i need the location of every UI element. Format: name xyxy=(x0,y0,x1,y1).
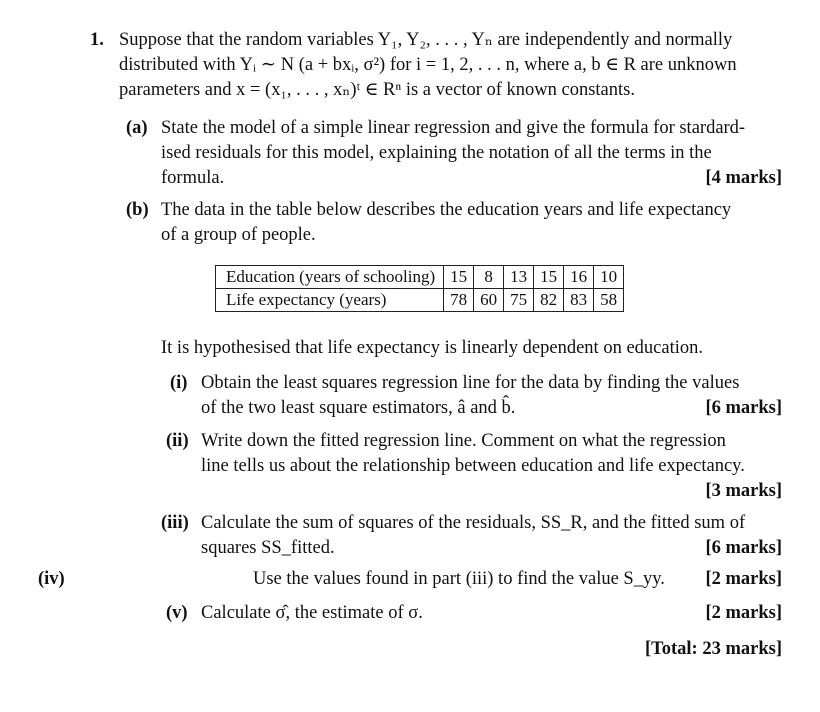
sub-iii-label: (iii) xyxy=(161,513,189,533)
sub-v-marks: [2 marks] xyxy=(705,603,782,623)
hypothesis-text: It is hypothesised that life expectancy is linearly dependent on education. xyxy=(161,338,703,358)
sub-iv-marks: [2 marks] xyxy=(705,569,782,589)
table-cell: 58 xyxy=(594,289,624,312)
sub-ii-marks: [3 marks] xyxy=(705,481,782,501)
table-cell: 13 xyxy=(504,266,534,289)
table-cell: 82 xyxy=(534,289,564,312)
sub-i-line-2: of the two least square estimators, â and b̂. xyxy=(201,398,516,418)
question-number: 1. xyxy=(90,30,104,50)
intro-line-3: parameters and x = (x₁, . . . , xₙ)ᵗ ∈ Rⁿ is a vector of known constants. xyxy=(119,80,635,100)
table-cell: 15 xyxy=(534,266,564,289)
part-a-label: (a) xyxy=(126,118,148,138)
table-row-label: Life expectancy (years) xyxy=(216,289,444,312)
data-table xyxy=(215,265,624,312)
sub-i-marks: [6 marks] xyxy=(705,398,782,418)
table-cell: 16 xyxy=(564,266,594,289)
sub-ii-label: (ii) xyxy=(166,431,189,451)
sub-iv-label: (iv) xyxy=(38,569,65,589)
part-a-line-2: ised residuals for this model, explaining the notation of all the terms in the xyxy=(161,143,712,163)
sub-ii-line-2: line tells us about the relationship between education and life expectancy. xyxy=(201,456,745,476)
part-b-line-2: of a group of people. xyxy=(161,225,316,245)
table-row xyxy=(216,289,624,312)
table-cell: 78 xyxy=(444,289,474,312)
intro-line-2: distributed with Yᵢ ∼ N (a + bxᵢ, σ²) for i = 1, 2, . . . n, where a, b ∈ R are unknown xyxy=(119,55,737,75)
sub-i-label: (i) xyxy=(170,373,188,393)
sub-iii-line-2: squares SS_fitted. xyxy=(201,538,335,558)
intro-line-1: Suppose that the random variables Y₁, Y₂, . . . , Yₙ are independently and normally xyxy=(119,30,733,50)
sub-iv-text: Use the values found in part (iii) to find the value S_yy. xyxy=(253,569,665,589)
table-row xyxy=(216,266,624,289)
table-cell: 10 xyxy=(594,266,624,289)
sub-iii-marks: [6 marks] xyxy=(705,538,782,558)
part-b-line-1: The data in the table below describes the education years and life expectancy xyxy=(161,200,732,220)
sub-v-text: Calculate σ̂, the estimate of σ. xyxy=(201,603,423,623)
sub-v-label: (v) xyxy=(166,603,188,623)
table-cell: 15 xyxy=(444,266,474,289)
sub-ii-line-1: Write down the fitted regression line. Comment on what the regression xyxy=(201,431,726,451)
table-cell: 60 xyxy=(474,289,504,312)
part-a-line-3: formula. xyxy=(161,168,225,188)
table-row-label: Education (years of schooling) xyxy=(216,266,444,289)
sub-iii-line-1: Calculate the sum of squares of the residuals, SS_R, and the fitted sum of xyxy=(201,513,746,533)
total-marks: [Total: 23 marks] xyxy=(644,639,782,659)
part-a-marks: [4 marks] xyxy=(705,168,782,188)
part-b-label: (b) xyxy=(126,200,149,220)
table-cell: 8 xyxy=(474,266,504,289)
table-cell: 83 xyxy=(564,289,594,312)
sub-i-line-1: Obtain the least squares regression line for the data by finding the values xyxy=(201,373,740,393)
table-cell: 75 xyxy=(504,289,534,312)
part-a-line-1: State the model of a simple linear regression and give the formula for stardard- xyxy=(161,118,746,138)
